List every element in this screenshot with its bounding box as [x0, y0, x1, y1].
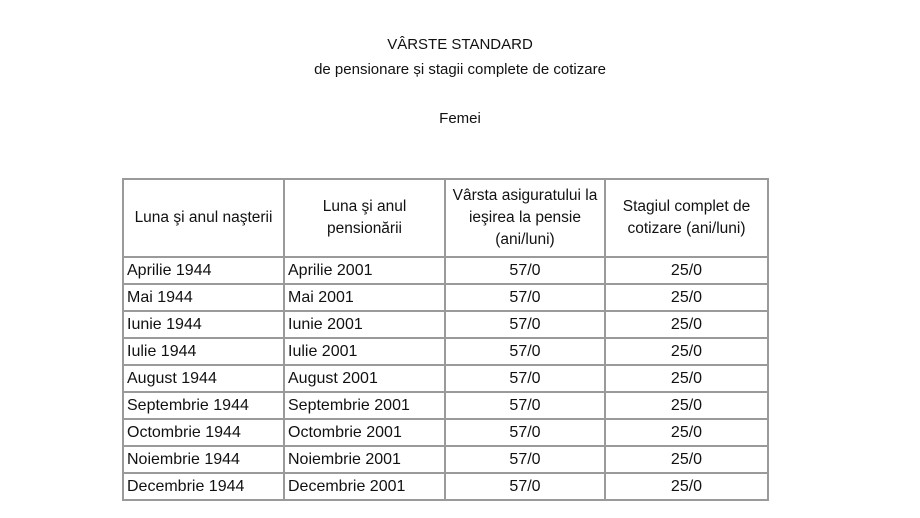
table-row: [123, 284, 768, 311]
retirement-table-wrapper: [122, 178, 769, 501]
cell-birth-month: August 1944: [123, 365, 284, 392]
table-row: [123, 311, 768, 338]
cell-birth-month: Iulie 1944: [123, 338, 284, 365]
cell-birth-month: Septembrie 1944: [123, 392, 284, 419]
cell-contribution-period: 25/0: [605, 392, 768, 419]
cell-retirement-age: 57/0: [445, 338, 605, 365]
table-row: [123, 473, 768, 500]
retirement-table: [122, 178, 769, 501]
cell-retirement-month: Aprilie 2001: [284, 257, 445, 284]
cell-contribution-period: 25/0: [605, 419, 768, 446]
cell-retirement-age: 57/0: [445, 311, 605, 338]
header-retirement-age: Vârsta asiguratului la ieşirea la pensie (ani/luni): [445, 179, 605, 257]
cell-retirement-age: 57/0: [445, 365, 605, 392]
cell-birth-month: Octombrie 1944: [123, 419, 284, 446]
table-row: [123, 257, 768, 284]
table-row: [123, 392, 768, 419]
table-row: [123, 365, 768, 392]
cell-contribution-period: 25/0: [605, 311, 768, 338]
cell-retirement-month: Mai 2001: [284, 284, 445, 311]
cell-retirement-age: 57/0: [445, 284, 605, 311]
document-title: VÂRSTE STANDARD: [387, 36, 533, 53]
cell-retirement-age: 57/0: [445, 473, 605, 500]
cell-birth-month: Decembrie 1944: [123, 473, 284, 500]
cell-contribution-period: 25/0: [605, 365, 768, 392]
cell-retirement-month: Octombrie 2001: [284, 419, 445, 446]
cell-retirement-age: 57/0: [445, 446, 605, 473]
cell-retirement-age: 57/0: [445, 257, 605, 284]
cell-contribution-period: 25/0: [605, 338, 768, 365]
cell-retirement-month: Noiembrie 2001: [284, 446, 445, 473]
table-row: [123, 446, 768, 473]
table-header-row: [123, 179, 768, 257]
cell-retirement-age: 57/0: [445, 392, 605, 419]
cell-retirement-age: 57/0: [445, 419, 605, 446]
header-retirement-month: Luna şi anul pensionării: [284, 179, 445, 257]
cell-contribution-period: 25/0: [605, 446, 768, 473]
cell-birth-month: Aprilie 1944: [123, 257, 284, 284]
cell-contribution-period: 25/0: [605, 257, 768, 284]
table-row: [123, 338, 768, 365]
header-birth-month: Luna şi anul naşterii: [123, 179, 284, 257]
cell-retirement-month: Iunie 2001: [284, 311, 445, 338]
cell-retirement-month: Decembrie 2001: [284, 473, 445, 500]
cell-retirement-month: Iulie 2001: [284, 338, 445, 365]
header-contribution-period: Stagiul complet de cotizare (ani/luni): [605, 179, 768, 257]
section-heading: Femei: [439, 110, 481, 127]
cell-birth-month: Iunie 1944: [123, 311, 284, 338]
cell-contribution-period: 25/0: [605, 284, 768, 311]
cell-birth-month: Noiembrie 1944: [123, 446, 284, 473]
document-subtitle: de pensionare și stagii complete de cotizare: [314, 61, 606, 78]
cell-retirement-month: August 2001: [284, 365, 445, 392]
cell-retirement-month: Septembrie 2001: [284, 392, 445, 419]
cell-contribution-period: 25/0: [605, 473, 768, 500]
cell-birth-month: Mai 1944: [123, 284, 284, 311]
table-row: [123, 419, 768, 446]
